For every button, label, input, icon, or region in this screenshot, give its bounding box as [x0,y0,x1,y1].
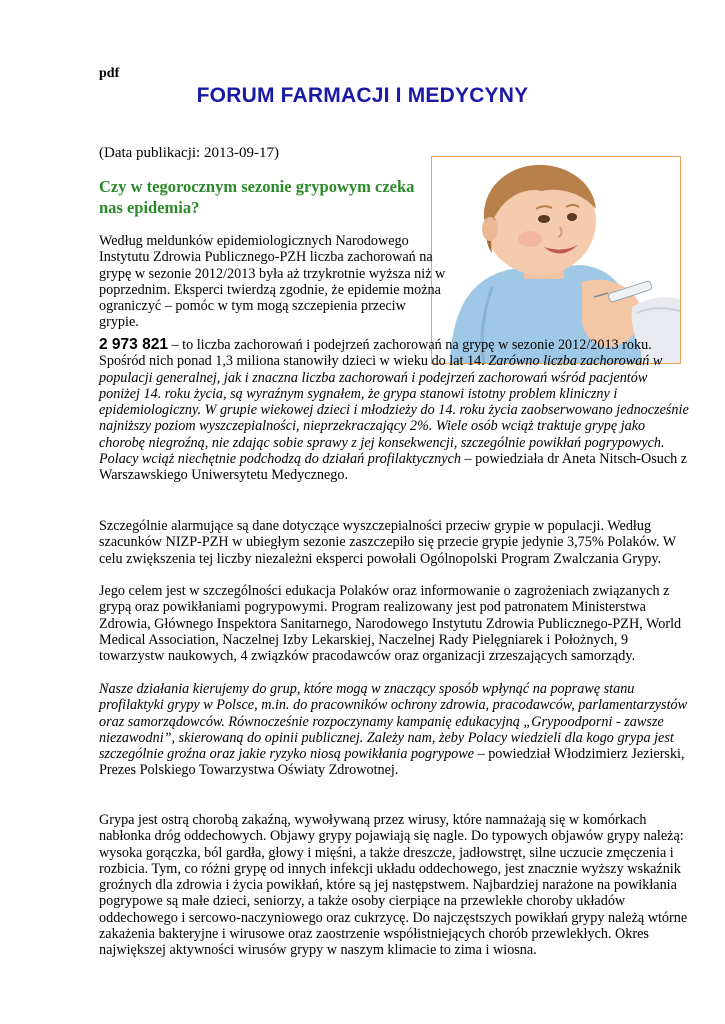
campaign-attribution: – powiedział Włodzimierz Jezierski, Prezes Polskiego Towarzystwa Oświaty Zdrowotnej. [99,746,685,779]
statistics-text: – to liczba zachorowań i podejrzeń zachorowań na grypę w sezonie 2012/2013 roku. Spośród nich ponad 1,3 miliona stanowiły dzieci w wieku do lat 14. [99,337,652,370]
campaign-quote-paragraph [99,681,689,779]
vaccination-rate-paragraph: Szczególnie alarmujące są dane dotyczące wyszczepialności przeciw grypie w populacji. Według szacunków NIZP-PZH w ubiegłym sezonie zaszczepiło się przecie grypie jedynie 3,75% Polaków. W celu zwiększenia tej liczby niezależni eksperci powołali Ogólnopolski Program Zwalczania Grypy. [99,518,676,567]
page-title: FORUM FARMACJI I MEDYCYNY [196,84,529,107]
expert-quote: Zarówno liczba zachorowań w populacji generalnej, jak i znaczna liczba zachorowań i podejrzeń zachorowań wśród pacjentów poniżej 14. roku życia, są wyraźnym sygnałem, że grypa stanowi istotny problem kliniczny i epidemiologiczny. W grupie wiekowej dzieci i młodzieży do 14. roku życia zaobserwowano jednocześnie najniższy poziom wyszczepialności, nieprzekraczający 2%. Wiele osób wciąż traktuje grypę jako chorobę niegroźną, nie zdając sobie sprawy z jej konsekwencji, szczególnie powikłań pogrypowych. Polacy wciąż niechętnie podchodzą do działań profilaktycznych [99,353,689,468]
flu-description-paragraph: Grypa jest ostrą chorobą zakaźną, wywoływaną przez wirusy, które namnażają się w komórkach nabłonka dróg oddechowych. Objawy grypy pojawiają się nagle. Do typowych objawów grypy należą: wysoka gorączka, ból gardła, głowy i mięśni, a także dreszcze, jadłowstręt, silne uczucie zmęczenia i rozbicia. Tym, co różni grypę od innych infekcji układu oddechowego, jest znacznie wyższy wskaźnik groźnych dla zdrowia i życia powikłań, które są jej następstwem. Najbardziej narażone na powikłania pogrypowe są małe dzieci, seniorzy, a także osoby cierpiące na przewlekłe choroby układów oddechowego i sercowo-naczyniowego oraz cukrzycę. Do najczęstszych powikłań grypy należą wtórne zakażenia bakteryjne i wirusowe oraz zaostrzenie współistniejących chorób przewlekłych. Okres największej aktywności wirusów grypy w naszym klimacie to zima i wiosna. [99,812,688,959]
child-vaccination-photo [431,156,681,364]
statistics-paragraph [99,337,689,484]
campaign-quote: Nasze działania kierujemy do grup, które mogą w znaczący sposób wpłynąć na poprawę stanu profilaktyki grypy w Polsce, m.in. do pracowników ochrony zdrowia, pracodawców, parlamentarzystów oraz samorządowców. Równocześnie rozpoczynamy kampanię edukacyjną „Grypoodporni - zawsze niezawodni”, skierowaną do opinii publicznej. Zależy nam, żeby Polacy wiedzieli dla kogo grypa jest szczególnie groźna oraz jakie ryzyko niosą powikłania pogrypowe [99,681,688,763]
cases-number: 2 973 821 [99,336,168,353]
article-headline: Czy w tegorocznym sezonie grypowym czeka nas epidemia? [99,177,415,217]
publication-date: (Data publikacji: 2013-09-17) [99,145,279,161]
child-vaccination-illustration [432,157,680,363]
program-paragraph: Jego celem jest w szczególności edukacja Polaków oraz informowanie o zagrożeniach związanych z grypą oraz powikłaniami pogrypowymi. Program realizowany jest pod patronatem Ministerstwa Zdrowia, Głównego Inspektora Sanitarnego, Narodowego Instytutu Zdrowia Publicznego-PZH, World Medical Association, Naczelnej Izby Lekarskiej, Naczelnej Rady Pielęgniarek i Położnych, 9 towarzystw naukowych, 4 związków pracodawców oraz organizacji zrzeszających samorządy. [99,583,682,665]
expert-attribution: – powiedziała dr Aneta Nitsch-Osuch z Warszawskiego Uniwersytetu Medycznego. [99,451,688,484]
article-lead: Według meldunków epidemiologicznych Narodowego Instytutu Zdrowia Publicznego-PZH liczba zachorowań na grypę w sezonie 2012/2013 była aż trzykrotnie wyższa niż w poprzednim. Eksperci twierdzą zgodnie, że epidemie można ograniczyć – pomóc w tym mogą szczepienia przeciw grypie. [99,233,446,331]
source-tag: pdf [99,66,120,81]
